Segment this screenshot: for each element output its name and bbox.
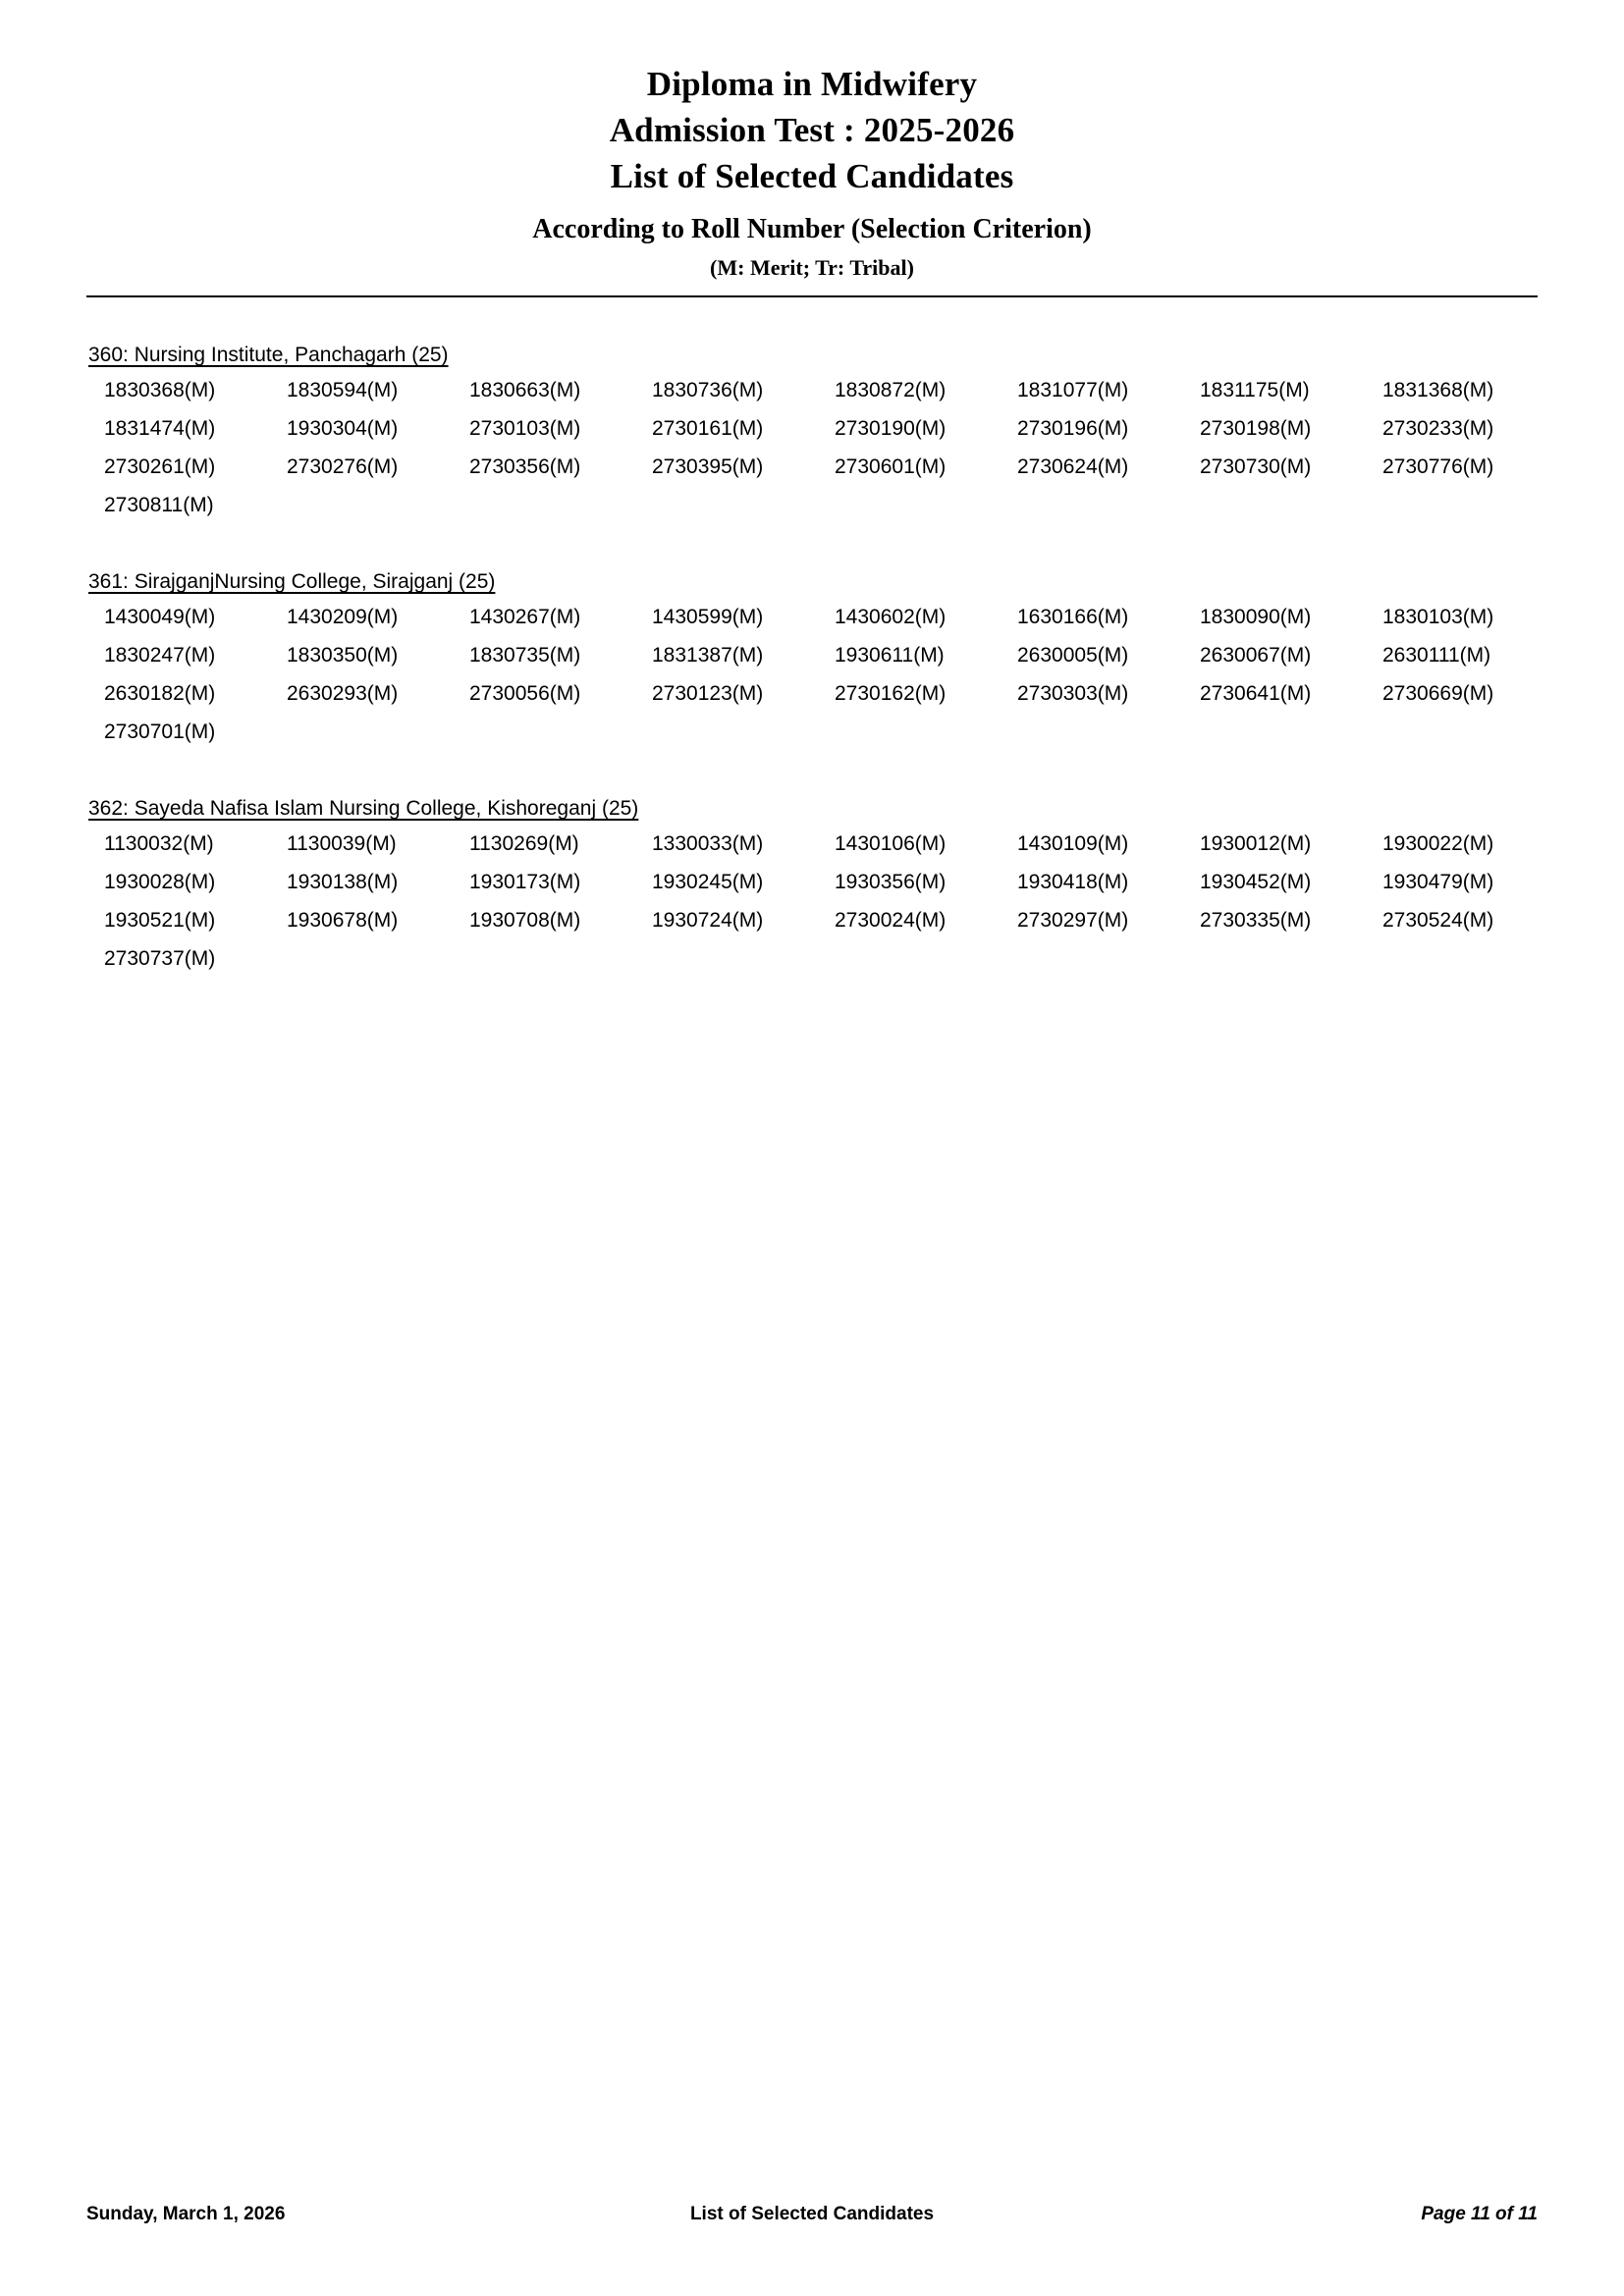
institute-list: [86, 343, 1538, 972]
roll-number: 1130032(M): [104, 832, 214, 855]
institute-block: [86, 569, 1538, 745]
roll-number: 1430599(M): [652, 606, 764, 628]
roll-number: 2730395(M): [652, 455, 764, 478]
page-title-line-2: Admission Test : 2025-2026: [609, 111, 1015, 149]
roll-number: 1830872(M): [835, 379, 947, 401]
roll-number: 1430267(M): [469, 606, 581, 628]
roll-number: 1831387(M): [652, 644, 764, 667]
roll-number: 1430049(M): [104, 606, 216, 628]
page-title-line-1: Diploma in Midwifery: [646, 65, 978, 103]
roll-number: 2730123(M): [652, 682, 764, 705]
roll-number: 1830350(M): [287, 644, 399, 667]
roll-number: 1130269(M): [469, 832, 579, 855]
page-subtitle: According to Roll Number (Selection Criterion): [532, 214, 1092, 244]
roll-number: 2730162(M): [835, 682, 947, 705]
roll-number: 1430109(M): [1017, 832, 1129, 855]
roll-number: 2730701(M): [104, 721, 216, 743]
roll-number: 1930521(M): [104, 909, 216, 932]
roll-number: 1830368(M): [104, 379, 216, 401]
roll-number: 1930724(M): [652, 909, 764, 932]
roll-number: 2730161(M): [652, 417, 764, 440]
roll-number: 2730524(M): [1382, 909, 1494, 932]
roll-number: 1830594(M): [287, 379, 399, 401]
roll-number: 2730641(M): [1200, 682, 1312, 705]
institute-heading: 362: Sayeda Nafisa Islam Nursing College, Kishoreganj (25): [88, 797, 639, 820]
roll-number: 1830247(M): [104, 644, 216, 667]
roll-number: 1630166(M): [1017, 606, 1129, 628]
footer-title: List of Selected Candidates: [689, 2204, 935, 2224]
roll-number: 2730811(M): [104, 494, 214, 516]
roll-number: 1930012(M): [1200, 832, 1312, 855]
roll-number: 2730730(M): [1200, 455, 1312, 478]
roll-number: 1930028(M): [104, 871, 216, 893]
roll-number: 2630005(M): [1017, 644, 1129, 667]
header-divider: [86, 295, 1538, 297]
roll-number: 1830735(M): [469, 644, 581, 667]
roll-number: 1831175(M): [1200, 379, 1310, 401]
roll-number: 1930708(M): [469, 909, 581, 932]
page-title-line-3: List of Selected Candidates: [610, 157, 1014, 195]
footer-date: Sunday, March 1, 2026: [86, 2204, 286, 2224]
roll-number: 2730261(M): [104, 455, 216, 478]
roll-number: 1930418(M): [1017, 871, 1129, 893]
roll-number: 1830736(M): [652, 379, 764, 401]
roll-number: 1130039(M): [287, 832, 397, 855]
roll-number: 2730737(M): [104, 947, 216, 970]
roll-number: 1930138(M): [287, 871, 399, 893]
roll-number: 1930304(M): [287, 417, 399, 440]
roll-number: 2730190(M): [835, 417, 947, 440]
roll-number: 1330033(M): [652, 832, 764, 855]
document-footer: [86, 2204, 1538, 2225]
roll-number: 2630293(M): [287, 682, 399, 705]
roll-number: 2630182(M): [104, 682, 216, 705]
roll-number: 1930245(M): [652, 871, 764, 893]
roll-number: 1830663(M): [469, 379, 581, 401]
roll-number: 2730276(M): [287, 455, 399, 478]
roll-number: 1831474(M): [104, 417, 216, 440]
roll-number: 1930678(M): [287, 909, 399, 932]
roll-number: 2730196(M): [1017, 417, 1129, 440]
roll-number: 2630111(M): [1382, 644, 1491, 667]
roll-number: 2730056(M): [469, 682, 581, 705]
roll-number: 2730356(M): [469, 455, 581, 478]
roll-number: 2730103(M): [469, 417, 581, 440]
roll-number-grid: [104, 831, 1538, 972]
roll-number: 1430602(M): [835, 606, 947, 628]
roll-number: 1930022(M): [1382, 832, 1494, 855]
roll-number: 2730233(M): [1382, 417, 1494, 440]
roll-number: 2730198(M): [1200, 417, 1312, 440]
roll-number: 2730776(M): [1382, 455, 1494, 478]
roll-number: 2730303(M): [1017, 682, 1129, 705]
roll-number-grid: [104, 605, 1538, 745]
roll-number: 1430106(M): [835, 832, 947, 855]
roll-number: 1830103(M): [1382, 606, 1494, 628]
roll-number-grid: [104, 378, 1538, 518]
roll-number: 1831368(M): [1382, 379, 1494, 401]
roll-number: 2730297(M): [1017, 909, 1129, 932]
roll-number: 1830090(M): [1200, 606, 1312, 628]
roll-number: 1930356(M): [835, 871, 947, 893]
institute-heading: 360: Nursing Institute, Panchagarh (25): [88, 344, 449, 366]
institute-block: [86, 796, 1538, 972]
roll-number: 2730669(M): [1382, 682, 1494, 705]
roll-number: 1930452(M): [1200, 871, 1312, 893]
roll-number: 1930611(M): [835, 644, 945, 667]
footer-page-number: Page 11 of 11: [1421, 2204, 1538, 2224]
roll-number: 1831077(M): [1017, 379, 1129, 401]
roll-number: 2730024(M): [835, 909, 947, 932]
roll-number: 2730601(M): [835, 455, 947, 478]
institute-heading: 361: SirajganjNursing College, Sirajganj (25): [88, 570, 496, 593]
roll-number: 1930173(M): [469, 871, 581, 893]
roll-number: 2730624(M): [1017, 455, 1129, 478]
roll-number: 1430209(M): [287, 606, 399, 628]
page-legend: (M: Merit; Tr: Tribal): [710, 255, 914, 280]
institute-block: [86, 343, 1538, 518]
roll-number: 1930479(M): [1382, 871, 1494, 893]
roll-number: 2630067(M): [1200, 644, 1312, 667]
document-header: [86, 61, 1538, 297]
roll-number: 2730335(M): [1200, 909, 1312, 932]
